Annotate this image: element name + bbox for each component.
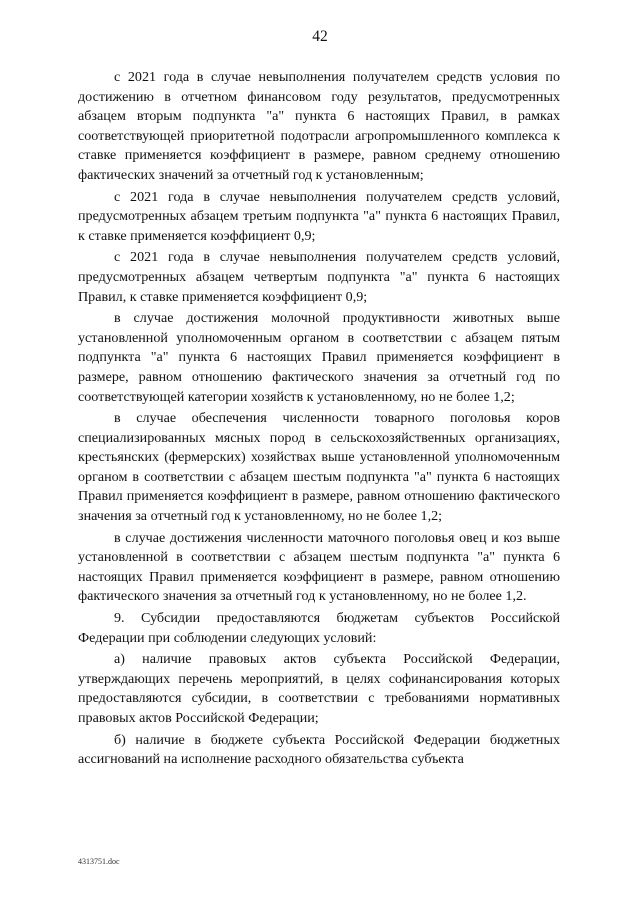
paragraph: а) наличие правовых актов субъекта Российской Федерации, утверждающих перечень мероприятий, в целях софинансирования которых предоставляются субсидии, в соответствии с требованиями нормативных правовых актов Российской Федерации; [78,651,560,726]
paragraph: 9. Субсидии предоставляются бюджетам субъектов Российской Федерации при соблюдении следующих условий: [78,610,560,646]
paragraph: б) наличие в бюджете субъекта Российской Федерации бюджетных ассигнований на исполнение расходного обязательства субъекта [78,731,560,768]
paragraph: с 2021 года в случае невыполнения получателем средств условий, предусмотренных абзацем четвертым подпункта "а" пункта 6 настоящих Правил, к ставке применяется коэффициент 0,9; [78,249,560,305]
footer-filename: 4313751.doc [78,857,120,866]
paragraph: в случае обеспечения численности товарного поголовья коров специализированных мясных пород в сельскохозяйственных организациях, крестьянских (фермерских) хозяйствах выше установленной уполномоченным органом в соответствии с абзацем шестым подпункта "а" пункта 6 настоящих Правил применяется коэффициент в размере, равном отношению фактического значения за отчетный год к установленному, но не более 1,2; [78,410,560,525]
paragraph: с 2021 года в случае невыполнения получателем средств условий, предусмотренных абзацем третьим подпункта "а" пункта 6 настоящих Правил, к ставке применяется коэффициент 0,9; [78,188,560,244]
page-number: 42 [312,28,328,45]
document-body [78,68,560,772]
paragraph: в случае достижения численности маточного поголовья овец и коз выше установленной в соответствии с абзацем шестым подпункта "а" пункта 6 настоящих Правил применяется коэффициент в размере, равном отношению фактического значения за отчетный год к установленному, но не более 1,2. [78,529,560,605]
paragraph: с 2021 года в случае невыполнения получателем средств условия по достижению в отчетном финансовом году результатов, предусмотренных абзацем вторым подпункта "а" пункта 6 настоящих Правил, в рамках соответствующей приоритетной подотрасли агропромышленного комплекса к ставке применяется коэффициент в размере, равном среднему отношению фактических значений за отчетный год к установленным; [78,69,560,183]
paragraph: в случае достижения молочной продуктивности животных выше установленной уполномоченным органом в соответствии с абзацем пятым подпункта "а" пункта 6 настоящих Правил применяется коэффициент в размере, равном отношению фактического значения за отчетный год по соответствующей категории хозяйств к установленному, но не более 1,2; [78,310,560,405]
